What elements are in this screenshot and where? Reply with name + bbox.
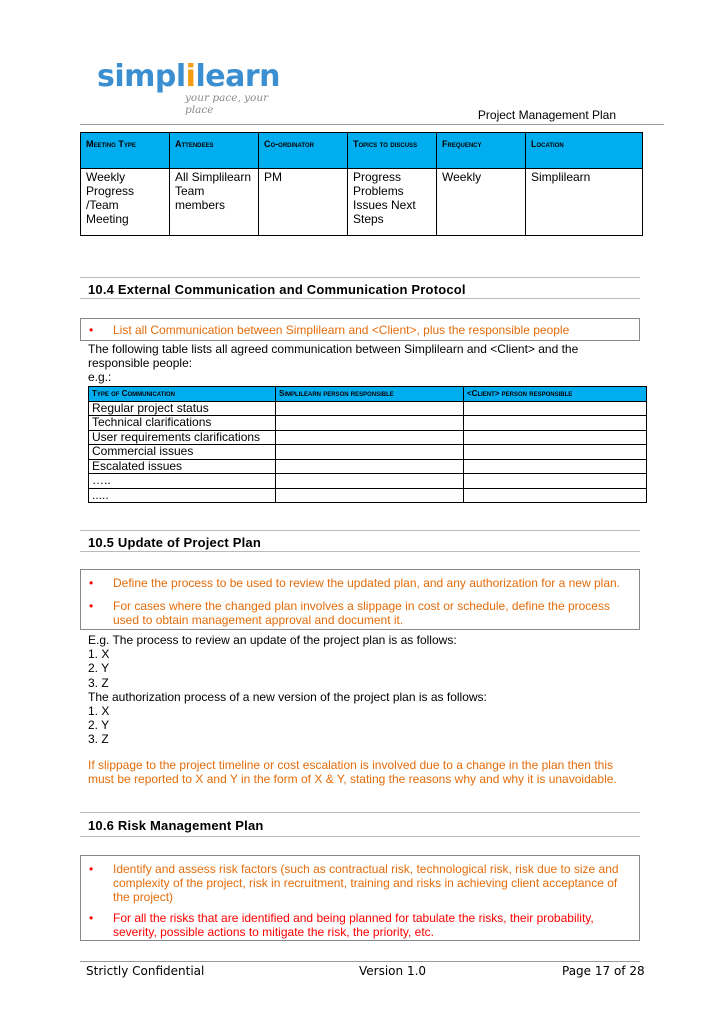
table-cell [464,488,647,503]
bullet-icon: • [89,576,94,590]
instruction-box: • List all Communication between Simplilearn and <Client>, plus the responsible people [80,318,640,341]
paragraph: The following table lists all agreed communication between Simplilearn and <Client> and the responsible people: [88,342,579,371]
table-row [89,416,647,431]
section-divider [80,551,640,552]
logo-tagline: your pace, your place [185,92,269,116]
table-row [89,488,647,503]
section-divider [80,836,640,837]
section-title-10-5: 10.5 Update of Project Plan [88,535,262,550]
list-item: The authorization process of a new version of the project plan is as follows: [88,689,487,704]
table-cell [276,416,464,431]
col-frequency: Frequency [437,133,526,169]
table-row [81,169,643,236]
table-row [89,445,647,460]
list-item: 1. X [88,704,110,719]
list-item: 1. X [88,647,110,662]
col-simplilearn-person: Simplilearn person responsible [276,387,464,402]
meeting-table [80,132,643,236]
col-attendees: Attendees [170,133,259,169]
table-cell: PM [259,169,348,236]
communication-table-header [89,387,647,402]
table-row [89,459,647,474]
table-cell [276,430,464,445]
section-divider [80,530,640,531]
header-divider [80,124,664,125]
table-cell: Escalated issues [89,459,276,474]
table-row [89,401,647,416]
bullet-icon: • [89,323,94,337]
col-topics: Topics to discuss [348,133,437,169]
section-title-10-4: 10.4 External Communication and Communication Protocol [88,282,466,297]
table-cell [464,459,647,474]
table-cell [464,474,647,489]
table-cell [464,401,647,416]
col-coordinator: Co-ordinator [259,133,348,169]
table-cell: Weekly Progress /Team Meeting [81,169,170,236]
table-cell: Technical clarifications [89,416,276,431]
table-row [89,430,647,445]
table-cell [276,459,464,474]
table-cell: ….. [89,474,276,489]
footer-page-number: Page 17 of 28 [562,964,645,978]
footer-confidential: Strictly Confidential [86,964,205,978]
col-type: Type of Communication [89,387,276,402]
instruction-box: • Define the process to be used to review the updated plan, and any authorization for a new plan. • For cases where the changed plan involves a slippage in cost or schedule, define the process used to obtain management approval and document it. [80,569,640,630]
footer-version: Version 1.0 [359,964,427,978]
communication-table [88,386,647,503]
list-item: 2. Y [88,718,110,733]
table-cell: All Simplilearn Team members [170,169,259,236]
simplilearn-logo [97,59,297,116]
table-cell [464,416,647,431]
footer-divider [80,961,640,962]
bullet-icon: • [89,599,94,613]
table-cell [276,474,464,489]
process-list [88,633,487,747]
bullet-icon: • [89,911,94,925]
col-client-person: <Client> person responsible [464,387,647,402]
table-cell [464,445,647,460]
table-cell: Progress Problems Issues Next Steps [348,169,437,236]
table-cell: Simplilearn [526,169,643,236]
section-divider [80,812,640,813]
table-cell: Weekly [437,169,526,236]
list-item: 3. Z [88,732,109,747]
section-title-10-6: 10.6 Risk Management Plan [88,818,264,833]
list-item: E.g. The process to review an update of the project plan is as follows: [88,633,457,647]
meeting-table-header [81,133,643,169]
table-cell: ..... [89,488,276,503]
section-divider [80,277,640,278]
logo-wordmark: simplilearn [97,59,280,94]
section-divider [80,298,640,299]
table-cell: Regular project status [89,401,276,416]
table-cell [464,430,647,445]
slippage-note: If slippage to the project timeline or cost escalation is involved due to a change in the plan then this must be reported to X and Y in the form of X & Y, stating the reasons why and why it is unavoidable. [88,758,617,787]
table-cell [276,488,464,503]
bullet-icon: • [89,862,94,876]
list-item: 3. Z [88,675,109,690]
list-item: 2. Y [88,661,110,676]
table-row [89,474,647,489]
col-location: Location [526,133,643,169]
col-meeting-type: Meeting Type [81,133,170,169]
table-cell: User requirements clarifications [89,430,276,445]
table-cell: Commercial issues [89,445,276,460]
instruction-box: • Identify and assess risk factors (such as contractual risk, technological risk, risk due to size and complexity of the project, risk in recruitment, training and risks in achieving client acceptance of the project) • For all the risks that are identified and being planned for tabulate the risks, their probability, severity, possible actions to mitigate the risk, the priority, etc. [80,855,640,941]
paragraph: e.g.: [88,370,112,384]
table-cell [276,445,464,460]
document-header-title: Project Management Plan [477,108,616,122]
table-cell [276,401,464,416]
